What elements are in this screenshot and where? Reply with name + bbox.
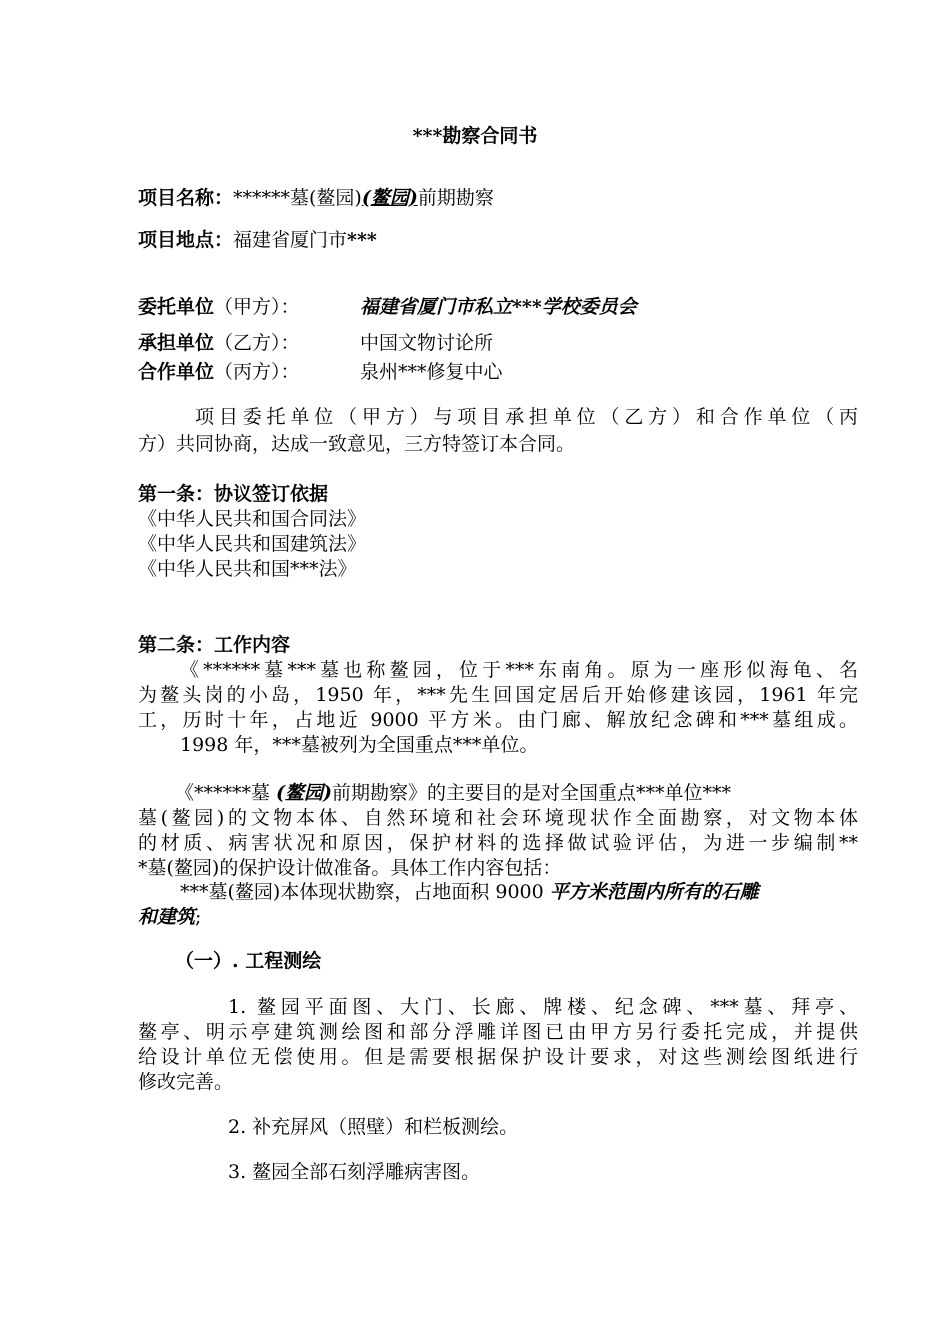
- party-a-line: [138, 295, 858, 319]
- list-item: 3. 鳌园全部石刻浮雕病害图。: [228, 1161, 481, 1183]
- party-b-value: 中国文物讨论所: [360, 332, 494, 354]
- paragraph-line: [175, 781, 858, 805]
- project-location-value: 福建省厦门市: [233, 229, 348, 251]
- party-a-label-rest: （甲方）：: [214, 296, 300, 318]
- list-item: 2. 补充屏风（照壁）和栏板测绘。: [228, 1116, 519, 1138]
- party-c-value: 泉州***修复中心: [360, 361, 503, 383]
- para3-text: ;: [195, 906, 202, 928]
- para2-text: 前期勘察》的主要目的是对全国重点***单位***: [332, 782, 732, 804]
- para3-text: ***墓(鳌园)本体现状勘察，占地面积 9000: [180, 881, 550, 903]
- project-name-line: [138, 186, 858, 210]
- document-title: ***勘察合同书: [412, 125, 538, 147]
- paragraph-line: [138, 905, 858, 929]
- paragraph-line: 1998 年，***墓被列为全国重点***单位。: [180, 734, 539, 756]
- list-item-line: 鳌亭、明示亭建筑测绘图和部分浮雕详图已由甲方另行委托完成，并提供: [138, 1021, 858, 1043]
- paragraph-line: 《******墓***墓也称鳌园，位于***东南角。原为一座形似海龟、名: [180, 659, 858, 681]
- para3-emphasis: 平方米范围内所有的石雕: [549, 881, 759, 903]
- project-name-label: 项目名称：: [138, 187, 234, 209]
- law-item: 《中华人民共和国***法》: [138, 558, 357, 580]
- project-location-emphasis: ***: [347, 229, 377, 251]
- paragraph-line: [180, 880, 858, 904]
- paragraph-line: 的材质、病害状况和原因，保护材料的选择做试验评估，为进一步编制**: [138, 832, 858, 854]
- paragraph-line: 墓(鳌园)的文物本体、自然环境和社会环境现状作全面勘察，对文物本体: [138, 807, 858, 829]
- party-c-line: [138, 360, 858, 384]
- party-c-label: 合作单位: [138, 361, 215, 383]
- party-a-label: 委托单位: [138, 296, 215, 318]
- party-c-label-rest: （丙方）：: [214, 361, 300, 383]
- project-location-line: [138, 228, 858, 252]
- law-item: 《中华人民共和国建筑法》: [138, 533, 367, 555]
- intro-line-2: 方）共同协商，达成一致意见，三方特签订本合同。: [138, 433, 576, 455]
- section-1-heading: （一）. 工程测绘: [175, 950, 322, 972]
- para2-emphasis: (鳌园): [276, 782, 333, 804]
- paragraph-line: 工，历时十年，占地近 9000 平方米。由门廊、解放纪念碑和***墓组成。: [138, 709, 858, 731]
- para3-emphasis: 和建筑: [138, 906, 196, 928]
- paragraph-line: *墓(鳌园)的保护设计做准备。具体工作内容包括：: [138, 857, 562, 879]
- party-b-line: [138, 331, 858, 355]
- law-item: 《中华人民共和国合同法》: [138, 508, 367, 530]
- party-a-value: 福建省厦门市私立***学校委员会: [360, 296, 637, 318]
- project-location-label: 项目地点：: [138, 229, 234, 251]
- article-2-heading: 第二条：工作内容: [138, 634, 291, 656]
- project-name-value: ******墓(鳌园): [233, 187, 362, 209]
- project-name-emphasis: (鳌园): [361, 187, 418, 209]
- list-item-line: 给设计单位无偿使用。但是需要根据保护设计要求，对这些测绘图纸进行: [138, 1046, 858, 1068]
- party-b-label: 承担单位: [138, 332, 215, 354]
- intro-line-1: 项目委托单位（甲方）与项目承担单位（乙方）和合作单位（丙: [195, 406, 858, 428]
- para2-text: 《******墓: [175, 782, 277, 804]
- party-b-label-rest: （乙方）：: [214, 332, 300, 354]
- paragraph-line: 为鳌头岗的小岛，1950 年，***先生回国定居后开始修建该园，1961 年完: [138, 684, 858, 706]
- project-name-suffix: 前期勘察: [417, 187, 494, 209]
- list-item-line: 1. 鳌园平面图、大门、长廊、牌楼、纪念碑、***墓、拜亭、: [228, 996, 858, 1018]
- article-1-heading: 第一条：协议签订依据: [138, 483, 329, 505]
- list-item-line: 修改完善。: [138, 1071, 234, 1093]
